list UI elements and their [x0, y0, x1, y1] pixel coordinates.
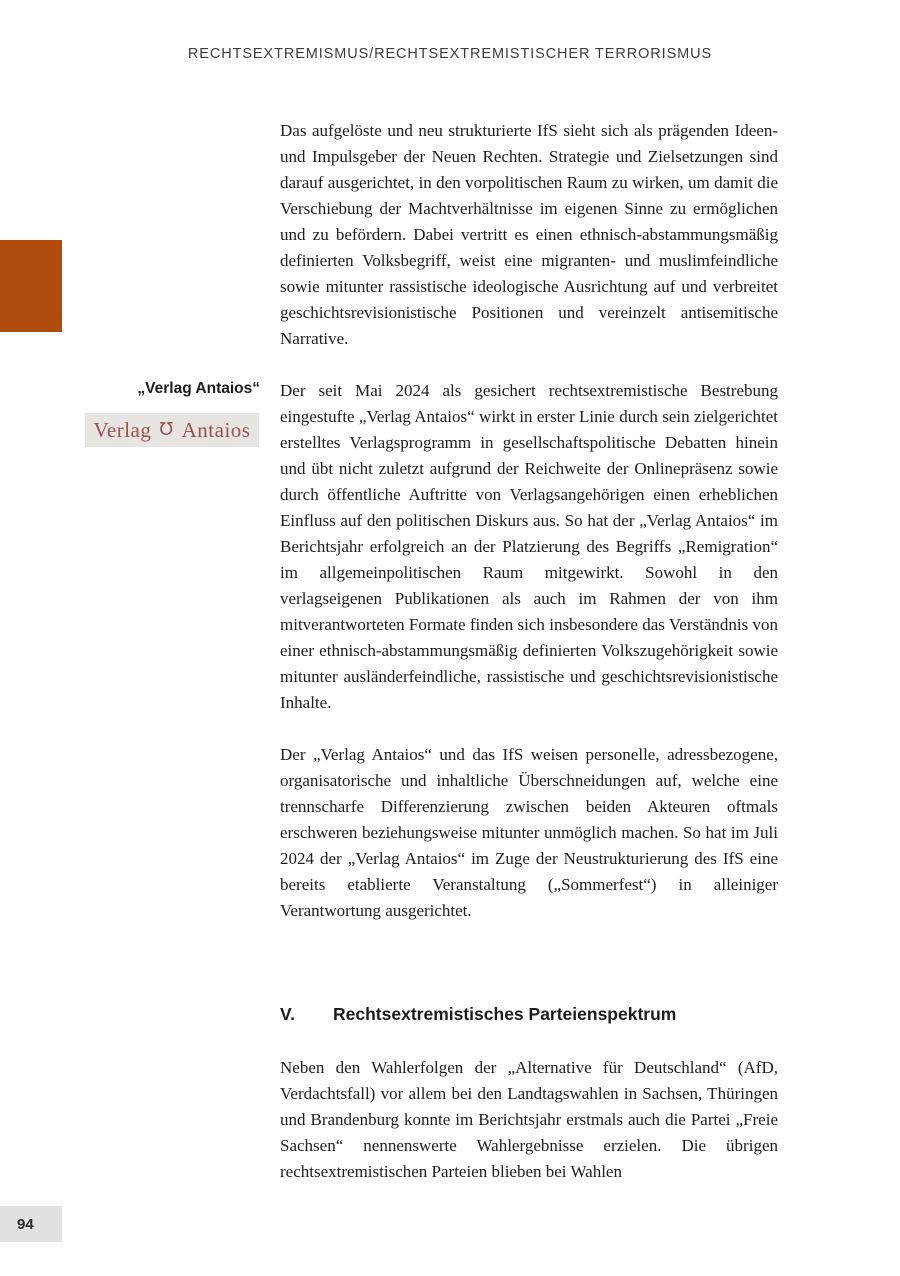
logo-word-verlag: Verlag	[93, 417, 152, 442]
paragraph-verlag-antaios-ifs-overlap: Der „Verlag Antaios“ und das IfS weisen personelle, adressbezogene, organisatorische und inhaltliche Überschneidungen auf, welche eine trennscharfe Differenzierung zwischen beiden Akteuren oftmals erschweren beziehungsweise mitunter unmöglich machen. So hat im Juli 2024 der „Verlag Antaios“ im Zuge der Neustrukturierung des IfS eine bereits etablierte Veranstaltung („Sommerfest“) in alleiniger Verantwortung ausgerichtet.	[280, 745, 778, 920]
logo-word-antaios: Antaios	[181, 417, 251, 442]
paragraph-ifs-structure: Das aufgelöste und neu strukturierte IfS sieht sich als prägenden Ideen- und Impulsgeber der Neuen Rechten. Strategie und Zielsetzungen sind darauf ausgerichtet, in den vorpolitischen Raum zu wirken, um damit die Verschiebung der Machtverhältnisse im eigenen Sinne zu ermöglichen und zu befördern. Dabei vertritt es einen ethnisch-abstammungsmäßig definierten Volksbegriff, weist eine migranten- und muslimfeindliche sowie mitunter rassistische ideologische Ausrichtung auf und verbreitet geschichtsrevisionistische Positionen und vereinzelt antisemitische Narrative.	[280, 121, 778, 348]
section-title: Rechtsextremistisches Parteienspektrum	[333, 1004, 677, 1024]
paragraph-verlag-antaios-overview: Der seit Mai 2024 als gesichert rechtsextremistische Bestrebung eingestufte „Verlag Antaios“ wirkt in erster Linie durch sein zielgerichtet erstelltes Verlagsprogramm in gesellschaftspolitische Debatten hinein und übt nicht zuletzt aufgrund der Reichweite der Onlinepräsenz sowie durch öffentliche Auftritte von Verlagsangehörigen einen erheblichen Einfluss auf den politischen Diskurs aus. So hat der „Verlag Antaios“ im Berichtsjahr erfolgreich an der Platzierung des Begriffs „Remigration“ im allgemeinpolitischen Raum mitgewirkt. Sowohl in den verlagseigenen Publikationen als auch im Rahmen der von ihm mitverantworteten Formate finden sich insbesondere das Verständnis von einer ethnisch-abstammungsmäßig definierten Volkszugehörigkeit sowie mitunter ausländerfeindliche, rassistische und geschichtsrevisionistische Inhalte.	[280, 381, 778, 712]
section-heading	[280, 1004, 778, 1025]
running-header: RECHTSEXTREMISMUS/RECHTSEXTREMISTISCHER TERRORISMUS	[187, 46, 713, 62]
margin-accent-block	[0, 240, 62, 332]
section-number: V.	[280, 1004, 295, 1024]
margin-label-verlag-antaios: „Verlag Antaios“	[137, 380, 260, 397]
main-text-column	[280, 118, 778, 1211]
antaios-horseshoe-icon: ℧	[159, 418, 174, 439]
page-number-block	[0, 1206, 62, 1242]
verlag-antaios-logo	[85, 413, 259, 447]
page-number: 94	[17, 1215, 34, 1233]
paragraph-parteienspektrum: Neben den Wahlerfolgen der „Alternative für Deutschland“ (AfD, Verdachtsfall) vor allem bei den Landtagswahlen in Sachsen, Thüringen und Brandenburg konnte im Berichtsjahr erstmals auch die Partei „Freie Sachsen“ nennenswerte Wahlergebnisse erzielen. Die übrigen rechtsextremistischen Parteien blieben bei Wahlen	[280, 1058, 778, 1181]
